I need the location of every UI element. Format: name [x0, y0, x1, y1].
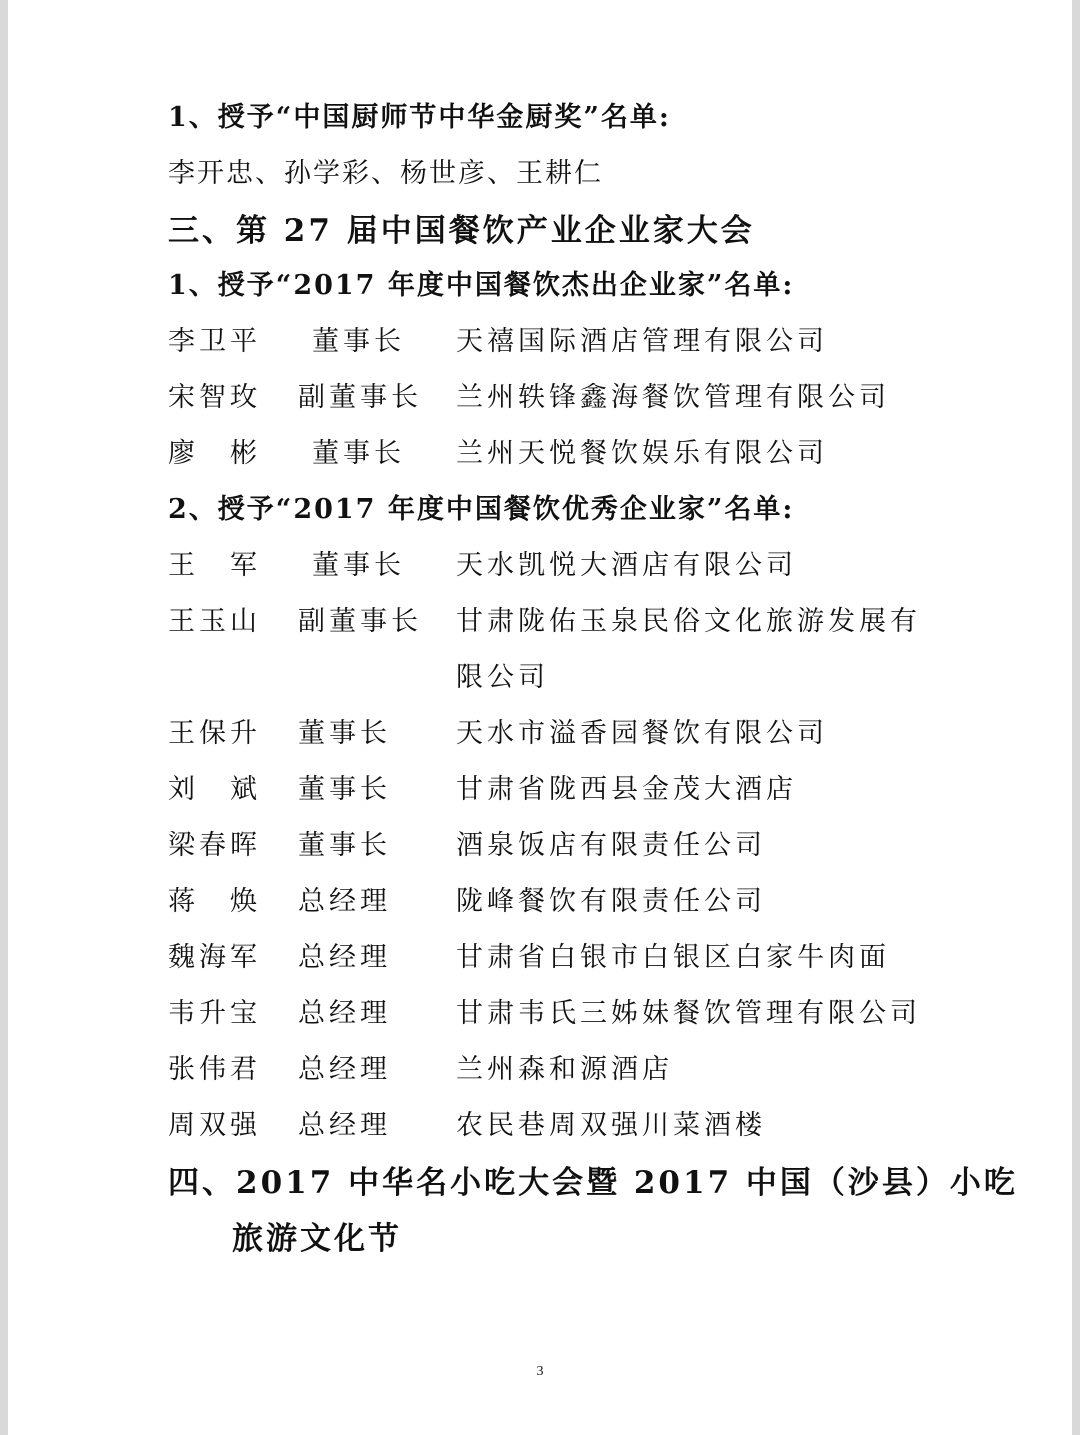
award-heading-outstanding-entrepreneur: 1、授予“2017 年度中国餐饮杰出企业家”名单: — [168, 270, 795, 301]
person-title: 董事长 — [298, 774, 391, 805]
company-name: 甘肃陇佑玉泉民俗文化旅游发展有 — [456, 606, 921, 637]
person-name: 廖 彬 — [168, 438, 261, 469]
company-name: 陇峰餐饮有限责任公司 — [456, 886, 766, 917]
person-title: 总经理 — [298, 1054, 391, 1085]
person-name: 李卫平 — [168, 326, 261, 357]
person-name: 周双强 — [168, 1110, 261, 1141]
person-title: 董事长 — [298, 718, 391, 749]
page-number: 3 — [536, 1364, 544, 1379]
person-title: 副董事长 — [298, 606, 422, 637]
company-name: 甘肃韦氏三姊妹餐饮管理有限公司 — [456, 998, 921, 1029]
golden-chef-names: 李开忠、孙学彩、杨世彦、王耕仁 — [168, 158, 603, 189]
person-title: 总经理 — [298, 1110, 391, 1141]
company-name: 甘肃省白银市白银区白家牛肉面 — [456, 942, 890, 973]
entrepreneur-row — [0, 717, 1080, 751]
person-title: 董事长 — [312, 550, 405, 581]
person-title: 副董事长 — [298, 382, 422, 413]
person-title: 总经理 — [298, 886, 391, 917]
person-name: 宋智玫 — [168, 382, 261, 413]
company-name: 甘肃省陇西县金茂大酒店 — [456, 774, 797, 805]
person-name: 王 军 — [168, 550, 261, 581]
person-name: 张伟君 — [168, 1054, 261, 1085]
entrepreneur-row — [0, 605, 1080, 639]
person-title: 董事长 — [312, 438, 405, 469]
entrepreneur-row — [0, 437, 1080, 471]
company-name: 兰州轶锋鑫海餐饮管理有限公司 — [456, 382, 890, 413]
person-title: 董事长 — [298, 830, 391, 861]
person-name: 魏海军 — [168, 942, 261, 973]
company-name: 天禧国际酒店管理有限公司 — [456, 326, 828, 357]
entrepreneur-row-continuation — [0, 661, 1080, 695]
entrepreneur-row — [0, 549, 1080, 583]
company-name: 限公司 — [456, 662, 549, 693]
entrepreneur-row — [0, 997, 1080, 1031]
person-name: 蒋 焕 — [168, 886, 261, 917]
person-title: 总经理 — [298, 942, 391, 973]
person-name: 韦升宝 — [168, 998, 261, 1029]
award-heading-excellent-entrepreneur: 2、授予“2017 年度中国餐饮优秀企业家”名单: — [168, 494, 795, 525]
entrepreneur-row — [0, 829, 1080, 863]
entrepreneur-row — [0, 885, 1080, 919]
section-4-heading: 四、2017 中华名小吃大会暨 2017 中国（沙县）小吃 — [168, 1165, 1018, 1201]
company-name: 天水凯悦大酒店有限公司 — [456, 550, 797, 581]
entrepreneur-row — [0, 325, 1080, 359]
award-heading-golden-chef: 1、授予“中国厨师节中华金厨奖”名单: — [168, 102, 671, 133]
entrepreneur-row — [0, 773, 1080, 807]
entrepreneur-row — [0, 381, 1080, 415]
company-name: 农民巷周双强川菜酒楼 — [456, 1110, 766, 1141]
person-title: 董事长 — [312, 326, 405, 357]
entrepreneur-row — [0, 1109, 1080, 1143]
company-name: 天水市溢香园餐饮有限公司 — [456, 718, 828, 749]
entrepreneur-row — [0, 1053, 1080, 1087]
section-4-heading-continuation: 旅游文化节 — [232, 1221, 402, 1257]
person-name: 王玉山 — [168, 606, 261, 637]
person-title: 总经理 — [298, 998, 391, 1029]
section-3-heading: 三、第 27 届中国餐饮产业企业家大会 — [168, 213, 755, 249]
person-name: 刘 斌 — [168, 774, 261, 805]
company-name: 酒泉饭店有限责任公司 — [456, 830, 766, 861]
company-name: 兰州天悦餐饮娱乐有限公司 — [456, 438, 828, 469]
company-name: 兰州森和源酒店 — [456, 1054, 673, 1085]
person-name: 梁春晖 — [168, 830, 261, 861]
person-name: 王保升 — [168, 718, 261, 749]
entrepreneur-row — [0, 941, 1080, 975]
